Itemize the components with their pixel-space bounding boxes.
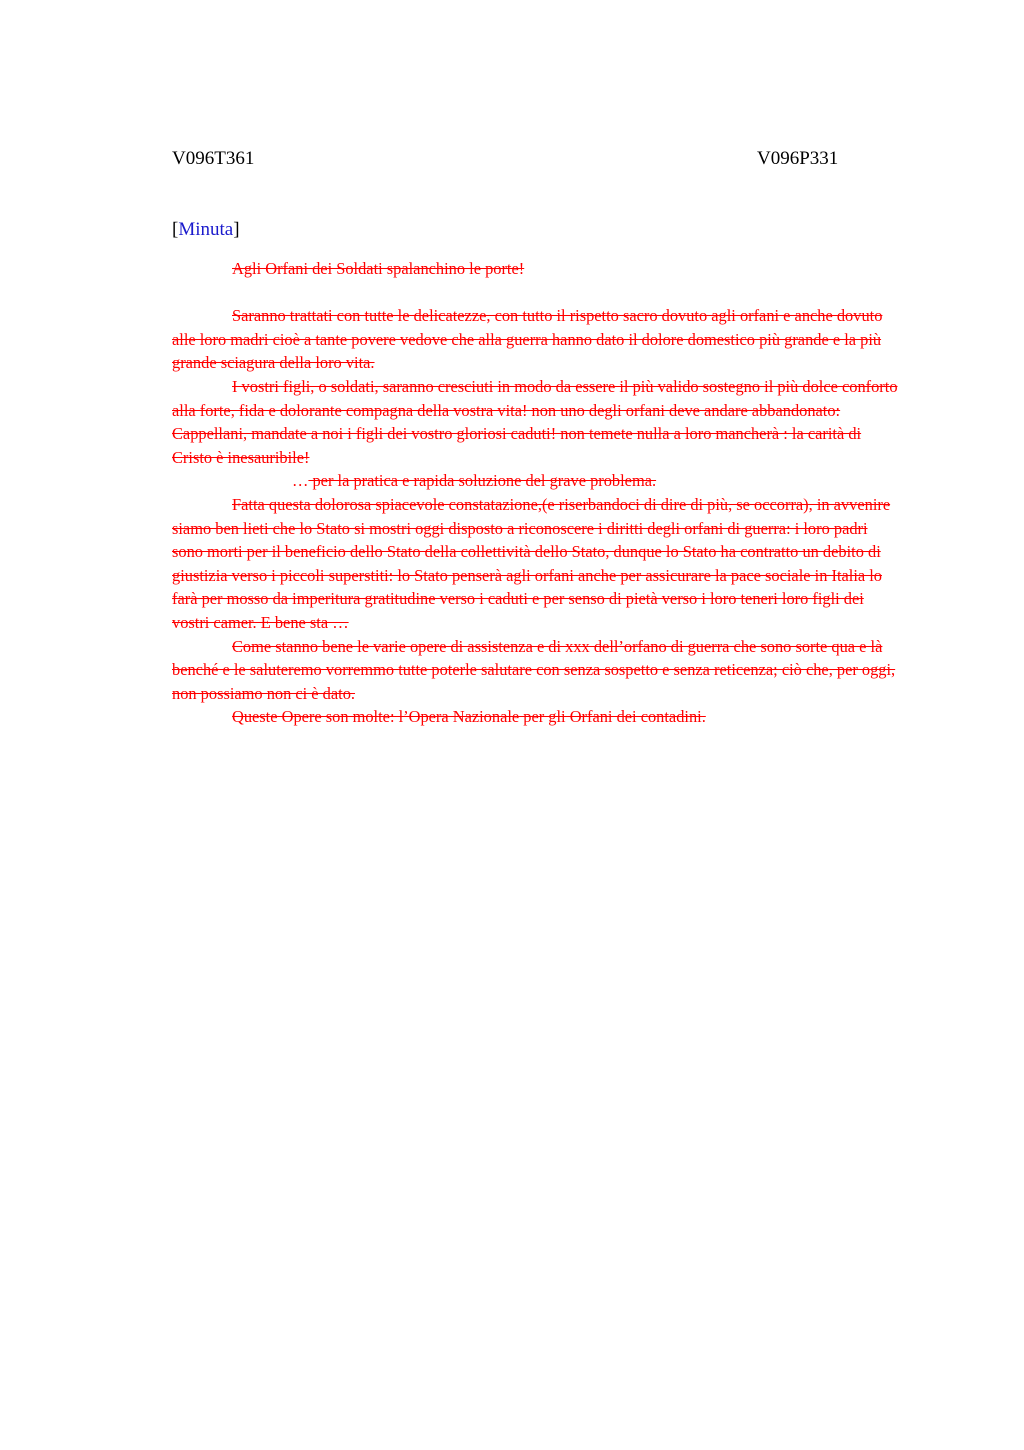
document-header bbox=[172, 146, 902, 172]
document-code-left: V096T361 bbox=[172, 148, 255, 169]
paragraph-sons: I vostri figli, o soldati, saranno cresciuti in modo da essere il più valido sostegno il più dolce conforto alla forte, fida e dolorante compagna della vostra vita! non uno degli orfani deve andare abbandonato: Cappellani, mandate a noi i figli dei vostro gloriosi caduti! non temete nulla a loro mancherà : la carità di Cristo è inesauribile! bbox=[172, 376, 898, 467]
paragraph-works: Come stanno bene le varie opere di assistenza e di xxx dell’orfano di guerra che sono sorte qua e là benché e le saluteremo vorremmo tutte poterle salutare con senza sospetto e senza reticenza; ciò che, per oggi, non possiamo non ci è dato. bbox=[172, 636, 896, 703]
paragraph-opera: Queste Opere son molte: l’Opera Nazionale per gli Orfani dei contadini. bbox=[232, 707, 706, 727]
label-word: Minuta bbox=[178, 219, 234, 240]
paragraph-gap bbox=[172, 281, 902, 305]
paragraph-solution bbox=[172, 469, 902, 493]
document-body bbox=[172, 257, 902, 729]
paragraph-treatment: Saranno trattati con tutte le delicatezze, con tutto il rispetto sacro dovuto agli orfani e anche dovuto alle loro madri cioè a tante povere vedove che alla guerra hanno dato il dolore domestico più grande e la più grande sciagura della loro vita. bbox=[172, 306, 883, 373]
document-type-label bbox=[172, 217, 902, 243]
paragraph-state: Fatta questa dolorosa spiacevole constatazione,(e riserbandoci di dire di più, se occorra), in avvenire siamo ben lieti che lo Stato si mostri oggi disposto a riconoscere i diritti degli orfani di guerra: i loro padri sono morti per il beneficio dello Stato della collettività dello Stato, dunque lo Stato ha contratto un debito di giustizia verso i piccoli superstiti: lo Stato penserà agli orfani anche per assicurare la pace sociale in Italia lo farà per mosso da imperitura gratitudine verso i caduti e per senso di pietà verso i loro teneri loro figli dei vostri camer. E bene sta … bbox=[172, 494, 891, 632]
document-code-right: V096P331 bbox=[757, 148, 839, 169]
document-page bbox=[172, 146, 902, 729]
paragraph-title: Agli Orfani dei Soldati spalanchino le porte! bbox=[232, 259, 525, 278]
label-open-bracket: [ bbox=[172, 219, 179, 240]
label-close-bracket: ] bbox=[233, 219, 240, 240]
paragraph-solution-text: per la pratica e rapida soluzione del grave problema. bbox=[308, 471, 657, 491]
paragraph-solution-ellipsis: … bbox=[292, 471, 309, 491]
